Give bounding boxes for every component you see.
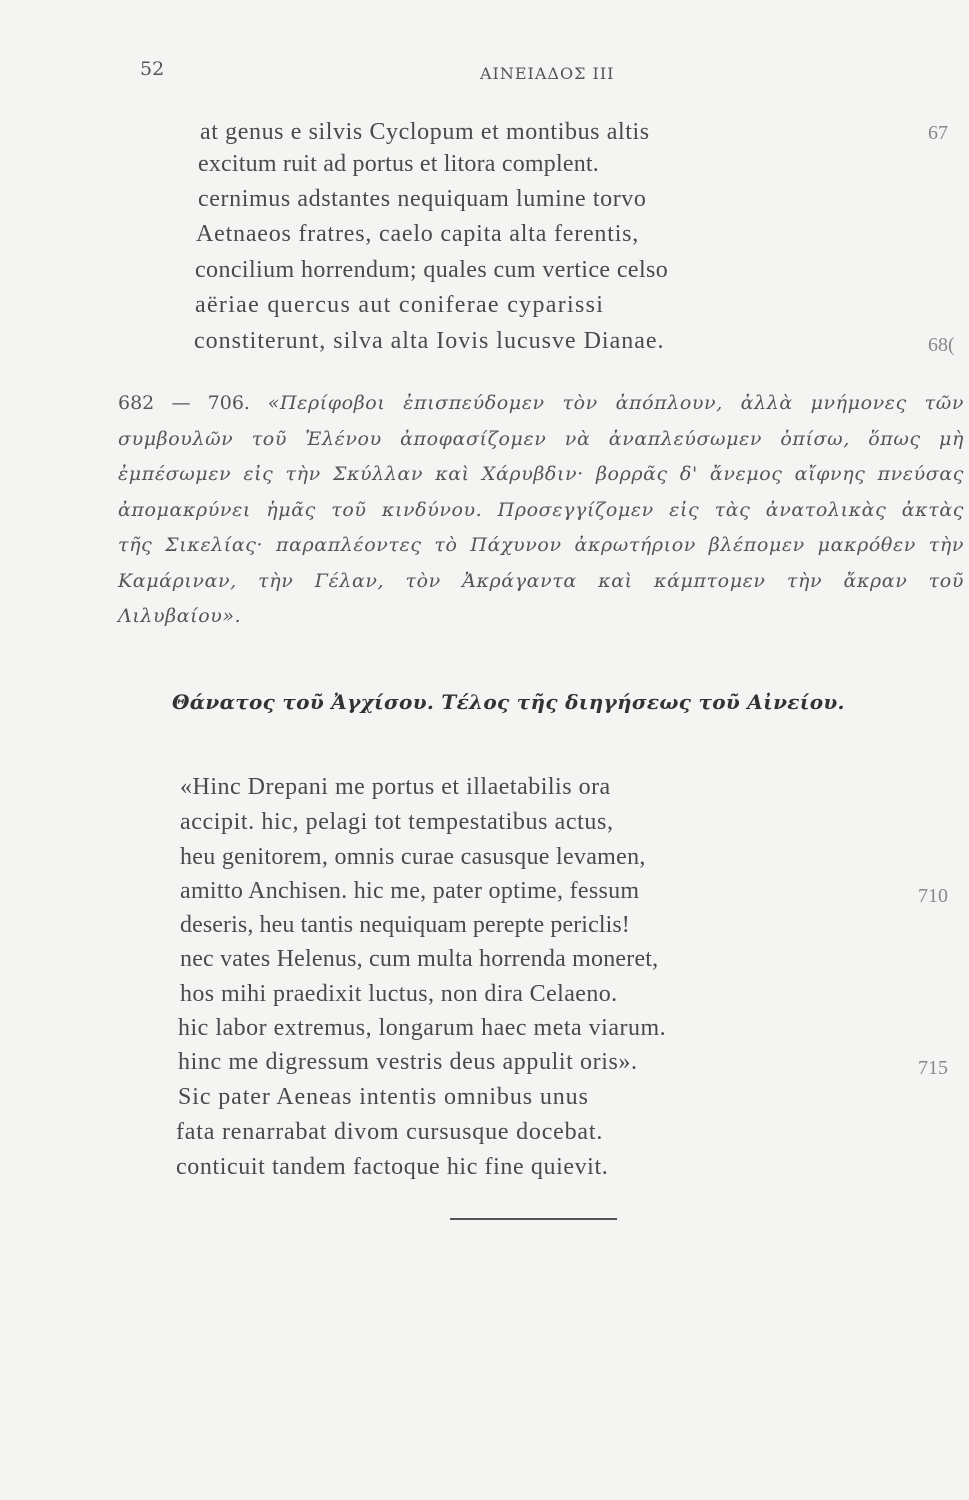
commentary-reference: 682 — 706. (118, 392, 250, 414)
verse-line: Aetnaeos fratres, caelo capita alta ferentis, (196, 221, 640, 247)
running-title: ΑΙΝΕΙΑΔΟΣ ΙΙΙ (480, 64, 615, 83)
verse-line: «Hinc Drepani me portus et illaetabilis ora (180, 774, 611, 800)
verse-line: constiterunt, silva alta Iovis lucusve Dianae. (194, 328, 665, 354)
verse-line: nec vates Helenus, cum multa horrenda moneret, (180, 946, 659, 972)
verse-line: excitum ruit ad portus et litora complent. (198, 151, 599, 177)
verse-line: hinc me digressum vestris deus appulit oris». (178, 1049, 638, 1075)
verse-line: hos mihi praedixit luctus, non dira Celaeno. (180, 981, 618, 1007)
verse-line: at genus e silvis Cyclopum et montibus altis (200, 119, 650, 145)
verse-line: Sic pater Aeneas intentis omnibus unus (178, 1084, 589, 1110)
verse-line: heu genitorem, omnis curae casusque levamen, (180, 844, 646, 870)
verse-line: fata renarrabat divom cursusque docebat. (176, 1119, 604, 1145)
verse-line: amitto Anchisen. hic me, pater optime, fessum (180, 878, 640, 904)
page-number: 52 (140, 58, 165, 80)
verse-line: conticuit tandem factoque hic fine quievit. (176, 1154, 609, 1180)
verse-line: deseris, heu tantis nequiquam perepte periclis! (180, 912, 630, 938)
verse-line: cernimus adstantes nequiquam lumine torvo (198, 186, 647, 212)
verse-line: aëriae quercus aut coniferae cyparissi (195, 292, 605, 318)
commentary-text: «Περίφοβοι ἐπισπεύδομεν τὸν ἀπόπλουν, ἀλλὰ μνήμονες τῶν συμβουλῶν τοῦ Ἑλένου ἀποφασίζομεν νὰ ἀναπλεύσωμεν ὀπίσω, ὅπως μὴ ἐμπέσωμεν εἰς τὴν Σκύλλαν καὶ Χάρυβδιν· βορρᾶς δ' ἄνεμος αἴφνης πνεύσας ἀπομακρύνει ἡμᾶς τοῦ κινδύνου. Προσεγγίζομεν εἰς τὰς ἀνατολικὰς ἀκτὰς τῆς Σικελίας· παραπλέοντες τὸ Πάχυνον ἀκρωτήριον βλέπομεν μακρόθεν τὴν Καμάριναν, τὴν Γέλαν, τὸν Ἀκράγαντα καὶ κάμπτομεν τὴν ἄκραν τοῦ Λιλυβαίου». (118, 392, 964, 627)
verse-line: concilium horrendum; quales cum vertice celso (195, 257, 669, 283)
verse-line: accipit. hic, pelagi tot tempestatibus actus, (180, 809, 614, 835)
line-number: 67 (928, 122, 948, 144)
line-number: 715 (918, 1057, 948, 1079)
page-header (0, 58, 969, 88)
section-heading: Θάνατος τοῦ Ἀγχίσου. Τέλος τῆς διηγήσεως τοῦ Αἰνείου. (172, 690, 845, 714)
closing-rule (450, 1218, 617, 1220)
verse-line: hic labor extremus, longarum haec meta viarum. (178, 1015, 667, 1041)
line-number: 710 (918, 885, 948, 907)
commentary-paragraph (118, 386, 964, 635)
line-number: 68( (928, 334, 955, 356)
